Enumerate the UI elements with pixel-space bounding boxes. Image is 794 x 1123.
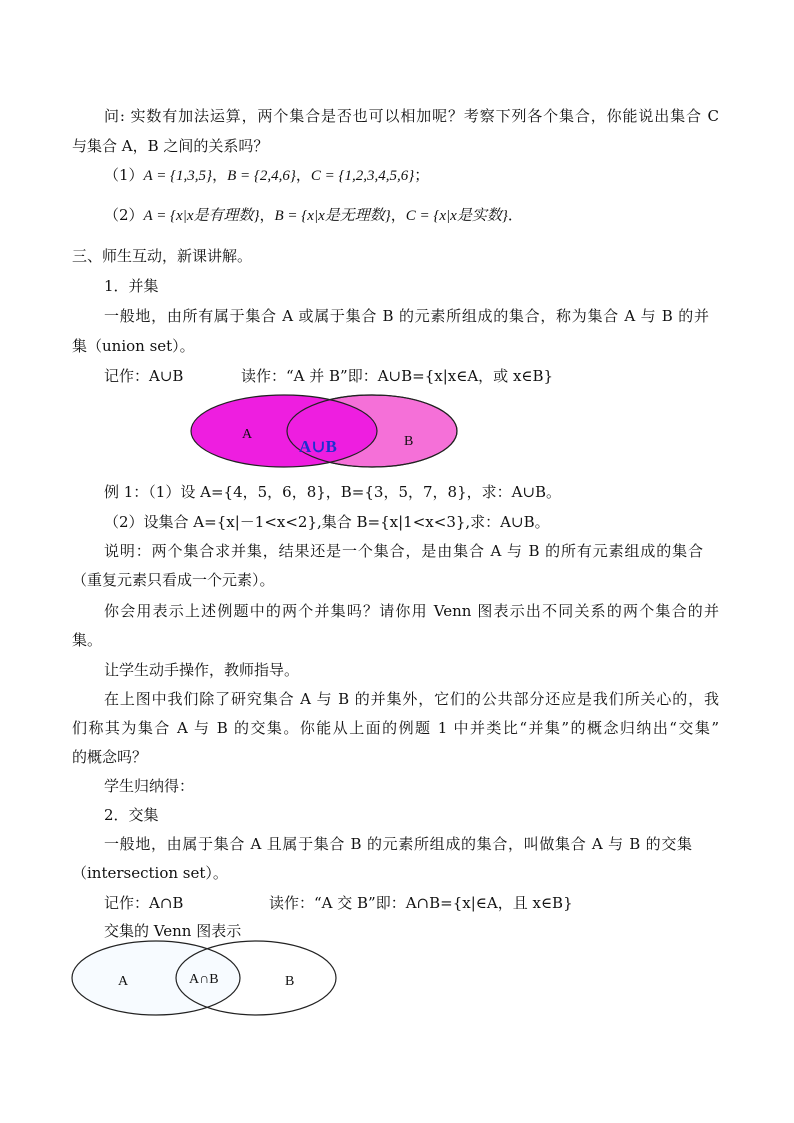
union-notation: 记作：A∪B — [104, 367, 184, 385]
intersection-reading: 读作：“A 交 B”即：A∩B={x|∈A，且 x∈B} — [269, 894, 573, 912]
union-reading: 读作：“A 并 B”即：A∪B={x|x∈A，或 x∈B} — [241, 367, 554, 385]
student-operation: 让学生动手操作，教师指导。 — [104, 661, 300, 679]
example-1-sep-1: ， — [212, 166, 228, 184]
intersection-intro-line-2: 们称其为集合 A 与 B 的交集。你能从上面的例题 1 中并类比“并集”的概念归纳出“交集” — [72, 719, 719, 737]
question-line-1: 你会用表示上述例题中的两个并集吗？请你用 Venn 图表示出不同关系的两个集合的并 — [104, 602, 719, 620]
example-2-set-a: A = {x|x是有理数} — [143, 208, 260, 224]
union-definition-line-2: 集（union set）。 — [72, 337, 195, 355]
example-1-set-c: C = {1,2,3,4,5,6} — [310, 168, 415, 184]
union-venn-diagram — [186, 390, 462, 472]
union-label-a: A — [242, 427, 253, 442]
intersection-venn-caption: 交集的 Venn 图表示 — [104, 922, 242, 940]
example-1-set-a: A = {1,3,5} — [143, 168, 213, 184]
intersection-heading: 2．交集 — [104, 806, 159, 824]
section-3-title: 三、师生互动，新课讲解。 — [72, 247, 253, 265]
example-1-set-b: B = {2,4,6} — [227, 168, 296, 184]
intersection-notation: 记作：A∩B — [104, 894, 184, 912]
intersection-venn-diagram — [66, 936, 342, 1020]
intersection-label-a: A — [118, 974, 129, 989]
example-1-label: （1） — [104, 166, 144, 184]
union-label-center: A∪B — [299, 437, 337, 456]
question-line-2: 集。 — [72, 631, 103, 649]
intersection-definition-line-2: （intersection set）。 — [72, 864, 228, 882]
example-2-sep-2: ， — [390, 206, 406, 224]
example-2-label: （2） — [104, 206, 144, 224]
intersection-definition-line-1: 一般地，由属于集合 A 且属于集合 B 的元素所组成的集合，叫做集合 A 与 B 的交集 — [104, 835, 692, 853]
intro-example-1 — [104, 165, 429, 186]
union-heading: 1．并集 — [104, 277, 159, 295]
student-summary: 学生归纳得： — [104, 777, 195, 795]
example-1-part-1: 例 1：（1）设 A={4，5，6，8}，B={3，5，7，8}，求：A∪B。 — [104, 483, 562, 501]
intersection-intro-line-3: 的概念吗？ — [72, 748, 148, 766]
intersection-label-center: A∩B — [189, 972, 219, 987]
union-label-b: B — [404, 434, 414, 449]
example-2-end: ． — [507, 206, 523, 224]
union-definition-line-1: 一般地，由所有属于集合 A 或属于集合 B 的元素所组成的集合，称为集合 A 与 B 的并 — [104, 307, 709, 325]
example-2-set-b: B = {x|x是无理数} — [274, 208, 391, 224]
example-1-part-2: （2）设集合 A={x|－1<x<2},集合 B={x|1<x<3},求：A∪B。 — [104, 513, 550, 531]
example-2-sep-1: ， — [259, 206, 275, 224]
example-2-set-c: C = {x|x是实数} — [405, 208, 508, 224]
note-line-2: （重复元素只看成一个元素）。 — [72, 571, 275, 589]
intersection-intro-line-1: 在上图中我们除了研究集合 A 与 B 的并集外，它们的公共部分还应是我们所关心的，我 — [104, 690, 719, 708]
union-set-a-ellipse — [191, 395, 377, 467]
intro-example-2 — [104, 205, 523, 226]
example-1-sep-2: ， — [295, 166, 311, 184]
example-1-end: ； — [414, 166, 430, 184]
intro-line-1: 问: 实数有加法运算，两个集合是否也可以相加呢？考察下列各个集合，你能说出集合 C — [104, 107, 719, 125]
intersection-label-b: B — [285, 974, 295, 989]
note-line-1: 说明：两个集合求并集，结果还是一个集合，是由集合 A 与 B 的所有元素组成的集合 — [104, 542, 703, 560]
intro-line-2: 与集合 A，B 之间的关系吗？ — [72, 137, 269, 155]
